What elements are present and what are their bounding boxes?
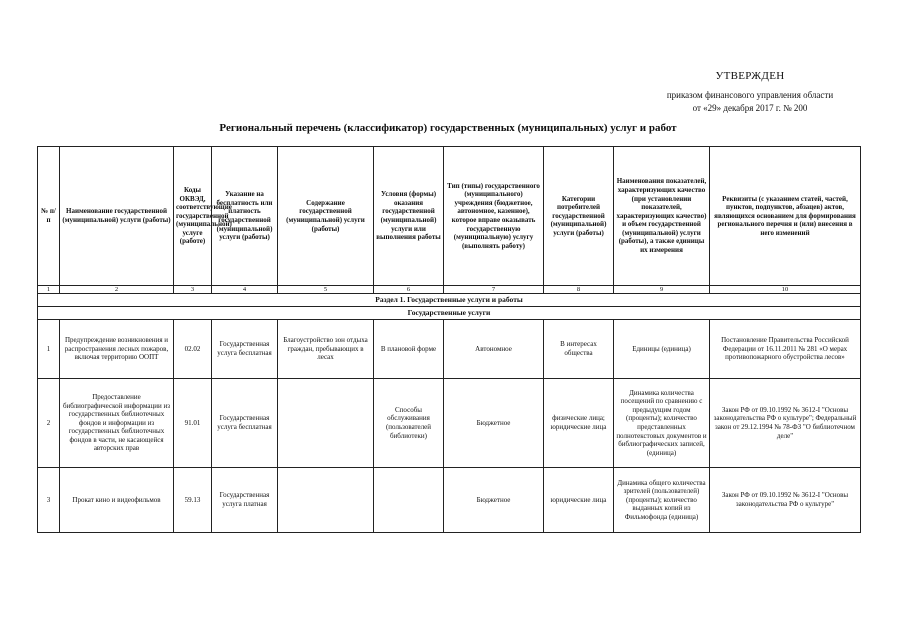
column-number: 3 (174, 286, 212, 294)
header-cell: Указание на бесплатность или платность государственной (муниципальной) услуги (работы) (212, 147, 278, 286)
header-cell: Содержание государственной (муниципальной) услуги (работы) (278, 147, 374, 286)
header-cell: Категории потребителей государственной (муниципальной) услуги (работы) (544, 147, 614, 286)
column-number: 4 (212, 286, 278, 294)
header-cell: № п/п (38, 147, 60, 286)
header-cell: Наименования показателей, характеризующих качество (при установлении показателей, характеризующих качество) и объем государственной (муниципальной) услуги (работы), а также единицы их измерения (614, 147, 710, 286)
row-number: 1 (38, 320, 60, 379)
header-cell: Тип (типы) государственного (муниципального) учреждения (бюджетное, автономное, казенное), которое вправе оказывать государственную (муниципальную) услугу (выполнять работу) (444, 147, 544, 286)
okved-code: 02.02 (174, 320, 212, 379)
institution-type: Бюджетное (444, 468, 544, 533)
table-row (38, 468, 861, 533)
quality-indicators: Динамика количества посещений по сравнению с предыдущим годом (проценты); количество представленных полнотекстовых документов и библиографических записей, (единица) (614, 379, 710, 468)
quality-indicators: Динамика общего количества зрителей (пользователей) (проценты); количество выданных копий из Фильмофонда (единица) (614, 468, 710, 533)
consumer-category: физические лица; юридические лица (544, 379, 614, 468)
row-number: 2 (38, 379, 60, 468)
approval-order: приказом финансового управления области (666, 90, 834, 100)
paid-status: Государственная услуга бесплатная (212, 379, 278, 468)
services-register-table (37, 146, 861, 533)
column-number: 8 (544, 286, 614, 294)
paid-status: Государственная услуга бесплатная (212, 320, 278, 379)
institution-type: Автономное (444, 320, 544, 379)
row-number: 3 (38, 468, 60, 533)
column-number: 5 (278, 286, 374, 294)
column-number: 7 (444, 286, 544, 294)
column-number: 10 (710, 286, 861, 294)
service-conditions (374, 468, 444, 533)
quality-indicators: Единицы (единица) (614, 320, 710, 379)
consumer-category: В интересах общества (544, 320, 614, 379)
column-number-row (38, 286, 861, 294)
column-number: 9 (614, 286, 710, 294)
service-name: Предоставление библиографической информации из государственных библиотечных фондов и информации из государственных библиотечных фондов в части, не касающейся авторских прав (60, 379, 174, 468)
service-conditions: В плановой форме (374, 320, 444, 379)
header-cell: Реквизиты (с указанием статей, частей, пунктов, подпунктов, абзацев) актов, являющихся основанием для формирования регионального перечня и (или) внесения в него изменений (710, 147, 861, 286)
table-row (38, 320, 861, 379)
column-number: 2 (60, 286, 174, 294)
consumer-category: юридические лица (544, 468, 614, 533)
section-title: Раздел 1. Государственные услуги и работы (38, 294, 861, 307)
header-cell: Условия (формы) оказания государственной (муниципальной) услуги или выполнения работы (374, 147, 444, 286)
approval-heading: УТВЕРЖДЕН (715, 70, 785, 82)
approval-date-number: от «29» декабря 2017 г. № 200 (692, 103, 808, 113)
service-name: Предупреждение возникновения и распространения лесных пожаров, включая территорию ООПТ (60, 320, 174, 379)
okved-code: 91.01 (174, 379, 212, 468)
approval-block (650, 70, 850, 115)
header-row (38, 147, 861, 286)
table-row (38, 379, 861, 468)
service-content (278, 468, 374, 533)
header-cell: Наименование государственной (муниципальной) услуги (работы) (60, 147, 174, 286)
legal-requisites: Постановление Правительства Российской Федерации от 16.11.2011 № 281 «О мерах противопожарного обустройства лесов» (710, 320, 861, 379)
header-cell: Коды ОКВЭД, соответствующие государственной (муниципальной) услуге (работе) (174, 147, 212, 286)
document-title: Региональный перечень (классификатор) государственных (муниципальных) услуг и работ (219, 122, 677, 134)
okved-code: 59.13 (174, 468, 212, 533)
paid-status: Государственная услуга платная (212, 468, 278, 533)
service-content: Благоустройство зон отдыха граждан, пребывающих в лесах (278, 320, 374, 379)
service-name: Прокат кино и видеофильмов (60, 468, 174, 533)
legal-requisites: Закон РФ от 09.10.1992 № 3612-I "Основы законодательства РФ о культуре" (710, 468, 861, 533)
institution-type: Бюджетное (444, 379, 544, 468)
service-conditions: Способы обслуживания (пользователей библиотеки) (374, 379, 444, 468)
legal-requisites: Закон РФ от 09.10.1992 № 3612-I "Основы законодательства РФ о культуре"; Федеральный закон от 29.12.1994 № 78-ФЗ "О библиотечном деле" (710, 379, 861, 468)
section-row (38, 294, 861, 307)
service-content (278, 379, 374, 468)
subsection-row (38, 307, 861, 320)
column-number: 6 (374, 286, 444, 294)
column-number: 1 (38, 286, 60, 294)
subsection-title: Государственные услуги (38, 307, 861, 320)
